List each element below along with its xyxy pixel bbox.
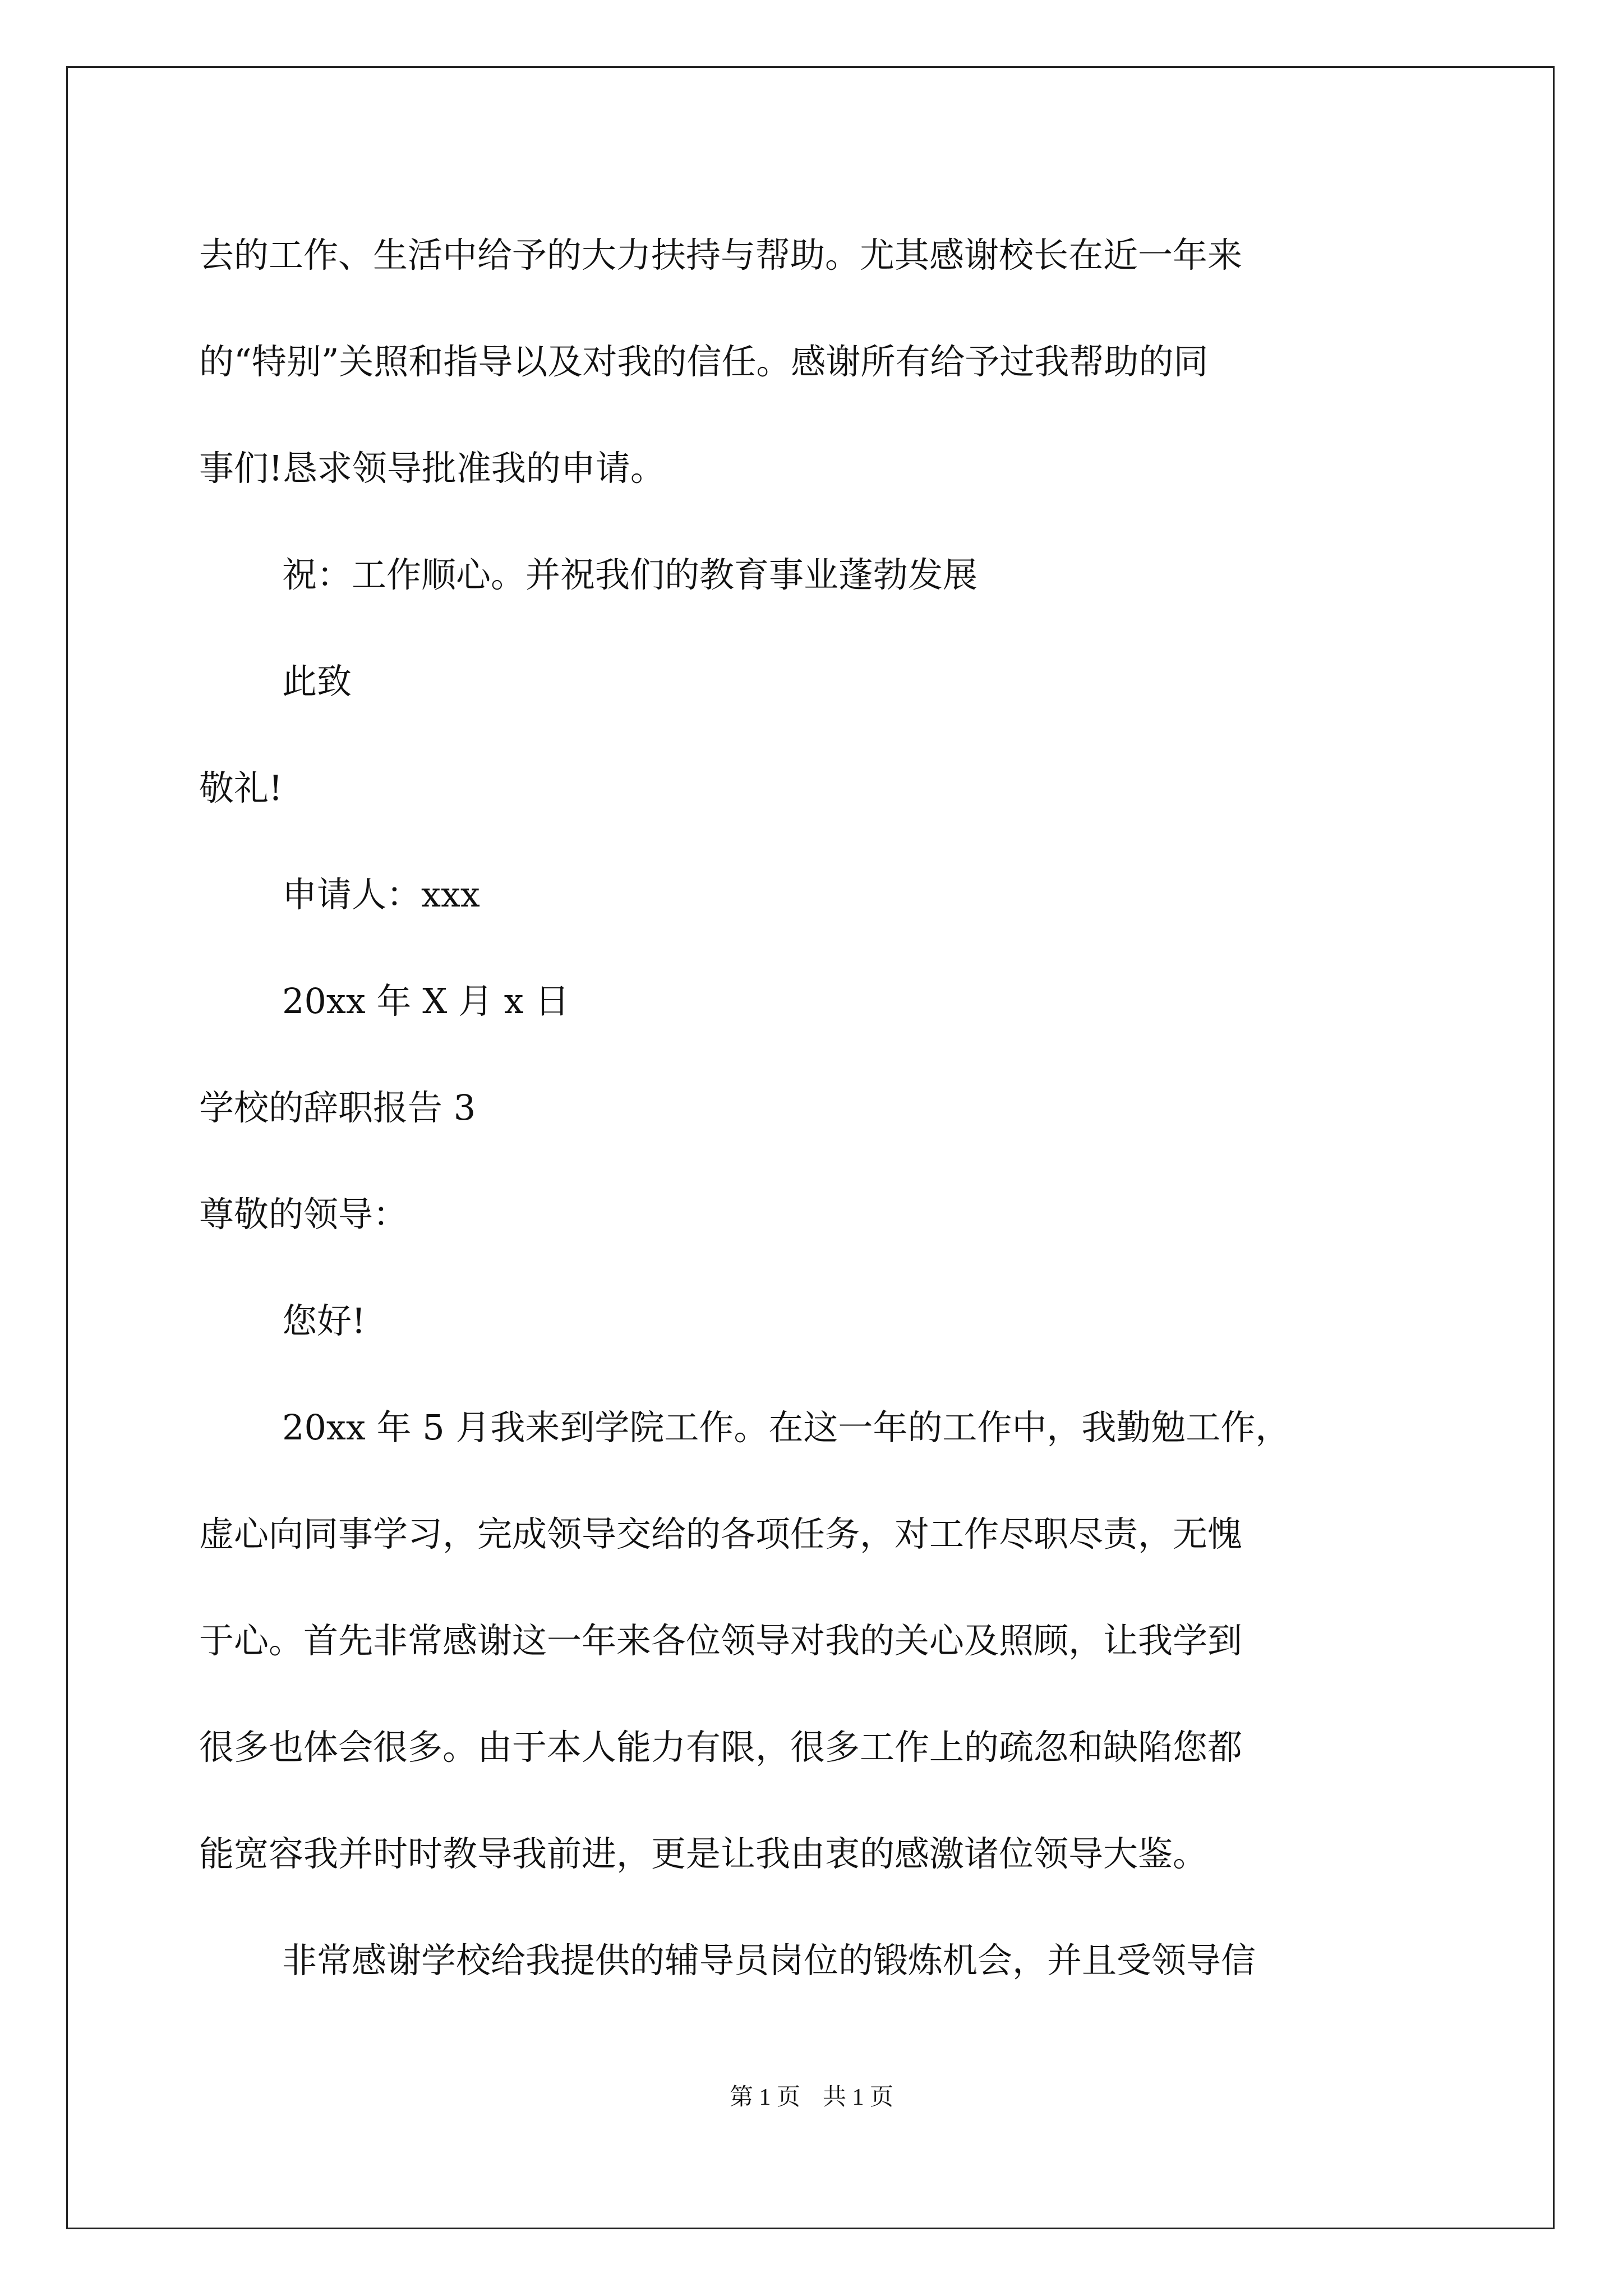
section-title: 学校的辞职报告 3 xyxy=(199,1087,476,1128)
closing-salutation: 此致 xyxy=(282,661,352,702)
applicant-signature: 申请人：xxx xyxy=(282,874,480,915)
document-body xyxy=(199,202,1433,2014)
closing-regards: 敬礼! xyxy=(199,767,283,808)
body-line: 去的工作、生活中给予的大力扶持与帮助。尤其感谢校长在近一年来 xyxy=(199,234,1243,275)
body-line: 于心。首先非常感谢这一年来各位领导对我的关心及照顾，让我学到 xyxy=(199,1620,1243,1661)
body-line: 很多也体会很多。由于本人能力有限，很多工作上的疏忽和缺陷您都 xyxy=(199,1727,1243,1768)
letter-hello: 您好! xyxy=(282,1300,366,1341)
body-line: 的“特别”关照和指导以及对我的信任。感谢所有给予过我帮助的同 xyxy=(199,341,1209,382)
body-line: 20xx 年 5 月我来到学院工作。在这一年的工作中，我勤勉工作， xyxy=(282,1407,1290,1448)
page-number: 第 1 页 xyxy=(729,2085,800,2110)
body-line: 能宽容我并时时教导我前进，更是让我由衷的感激诸位领导大鉴。 xyxy=(199,1833,1208,1874)
page-total: 共 1 页 xyxy=(823,2085,894,2110)
page-footer xyxy=(0,2078,1623,2112)
body-line: 事们!恳求领导批准我的申请。 xyxy=(199,448,665,489)
body-line: 虚心向同事学习，完成领导交给的各项任务，对工作尽职尽责，无愧 xyxy=(199,1513,1243,1554)
letter-greeting: 尊敬的领导： xyxy=(199,1194,408,1235)
body-line: 非常感谢学校给我提供的辅导员岗位的锻炼机会，并且受领导信 xyxy=(282,1940,1256,1981)
closing-wish: 祝：工作顺心。并祝我们的教育事业蓬勃发展 xyxy=(282,554,978,595)
signature-date: 20xx 年 X 月 x 日 xyxy=(282,981,570,1022)
